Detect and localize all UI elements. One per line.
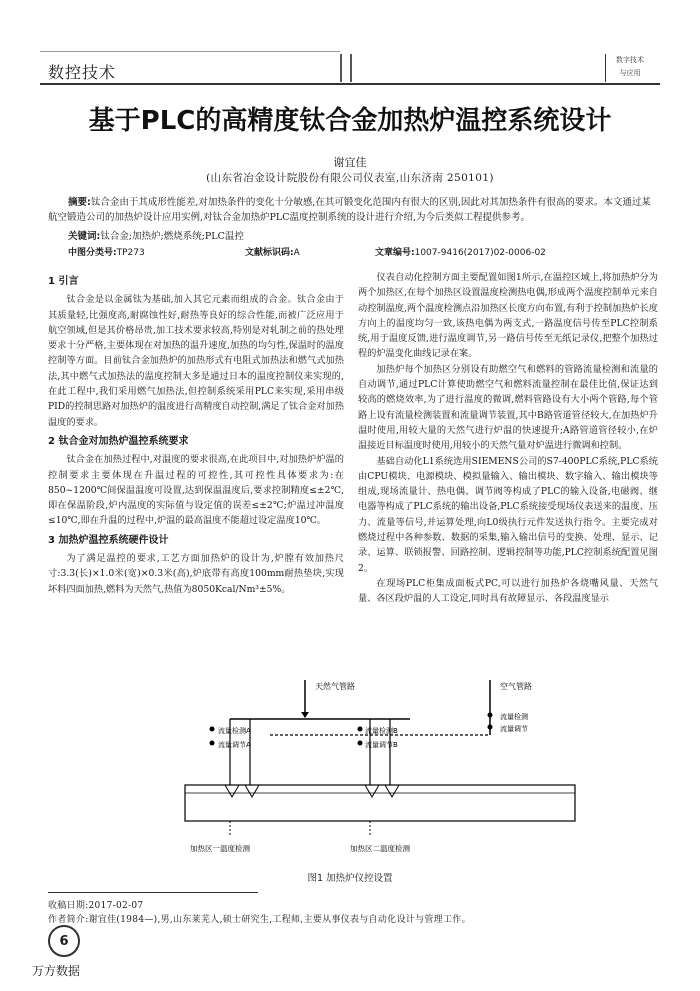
paragraph: 钛合金是以金属钛为基础,加入其它元素而组成的合金。钛合金由于其质量轻,比强度高,耐腐蚀性好,耐热等良好的综合性能,而被广泛应用于航空领域,但是其价格昂贵,加工技术要求较高,特别是对轧制之前的热处理要求十分严格,主要体现在对加热的温升速度,加热的均匀性,保温时的温度控制等方面。目前钛合金加热炉的加热形式有电阻式加热法和燃气式加热法,其中燃气式加热法的温度控制大多是通过日本的温度控制仪来实现的,在此工程中,我们采用燃气加热法,但控制系统采用PLC来实现,采用串级PID的控制思路对加热炉的温度进行高精度自动控制,满足了钛合金对加热温度的要求。 [48, 294, 344, 428]
air-detect-label: 流量检测 [500, 713, 528, 721]
valve-icon [210, 741, 215, 746]
abstract-label: 摘要: [68, 197, 91, 208]
burner-icon [225, 785, 239, 797]
keywords-text: 钛合金;加热炉;燃烧系统;PLC温控 [100, 231, 244, 242]
keywords-label: 关键词: [68, 231, 101, 242]
figure-1-diagram [170, 675, 590, 865]
received-date: 收稿日期:2017-02-07 [48, 901, 144, 911]
air-adjust-label: 流量调节 [500, 725, 528, 733]
abstract [48, 195, 660, 225]
arrow-icon [301, 712, 309, 718]
zone1-label: 加热区一温度检测 [190, 844, 250, 853]
doc-code [245, 245, 300, 258]
air-pipe-label: 空气管路 [500, 682, 532, 691]
watermark: 万方数据 [32, 964, 81, 978]
burner-icon [245, 785, 259, 797]
journal-logo [605, 54, 654, 82]
doc-code-value: A [293, 248, 300, 258]
article-number-label: 文章编号: [375, 248, 415, 258]
affiliation: (山东省冶金设计院股份有限公司仪表室,山东济南 250101) [206, 172, 494, 184]
furnace-body [185, 785, 575, 821]
logo-line2: 与应用 [619, 69, 641, 77]
flow-adjust-b-label: 流量调节B [365, 741, 398, 749]
footnote-rule [48, 892, 258, 893]
clc-number [68, 245, 145, 258]
paragraph: 加热炉每个加热区分别设有助燃空气和燃料的管路流量检测和流量的自动调节,通过PLC计算使助燃空气和燃料流量控制在最佳比值,保证达到较高的燃烧效率,为了进行温度的微调,燃料管路设有大小两个管路,每个管路上设有流量检测装置和流量调节装置,其中B路管道管径较大,在加热炉升温时使用,用较大量的天然气进行炉温的快速提升;A路管道管径较小,在炉温接近目标温度时使用,用较小的天然气量对炉温进行微调和控制。 [358, 363, 658, 452]
paragraph: 基础自动化L1系统选用SIEMENS公司的S7-400PLC系统,PLC系统由CPU模块、电源模块、模拟量输入、输出模块、数字输入、输出模块等组成,现场流量计、热电偶、调节阀等构成了PLC的输入设备,电磁阀、继电器等构成了PLC系统的输出设备,PLC系统接受现场仪表送来的温度、压力、流量等信号,并运算处理,向L0级执行元件发送执行指令。主要完成对燃烧过程中各种参数、数据的采集,输入输出信号的变换、处理、显示、记录、运算、联锁报警、回路控制、逻辑控制等功能,PLC控制系统配置见图2。 [358, 455, 658, 574]
burner-icon [365, 785, 379, 797]
flow-detect-b-label: 流量检测B [365, 727, 398, 735]
header-divider [350, 54, 352, 82]
article-number [375, 245, 546, 258]
zone2-label: 加热区二温度检测 [350, 844, 410, 853]
clc-label: 中图分类号: [68, 248, 117, 258]
gas-pipe-label: 天然气管路 [315, 682, 355, 691]
heading-requirements: 2 钛合金对加热炉温控系统要求 [48, 435, 189, 447]
flow-meter-icon [488, 713, 493, 718]
paragraph: 在现场PLC柜集成面板式PC,可以进行加热炉各烧嘴风量、天然气量、各区段炉温的人工设定,同时具有故障显示、各段温度显示 [358, 577, 658, 605]
paragraph: 钛合金在加热过程中,对温度的要求很高,在此项目中,对加热炉炉温的控制要求主要体现在升温过程的可控性,其可控性具体要求为:在850~1200℃间保温温度可设置,达到保温温度后,要求控制精度≤±2℃,即在保温阶段,炉内温度的实际值与设定值的误差≤±2℃;炉温过冲温度≤10℃,即在升温的过程中,炉温的最高温度不能超过设定温度10℃。 [48, 454, 344, 527]
page-number-badge: 6 [48, 925, 80, 957]
valve-icon [488, 725, 493, 730]
paragraph: 仪表自动化控制方面主要配置如图1所示,在温控区域上,将加热炉分为两个加热区,在每个加热区设置温度检测热电偶,形成两个温度控制单元来自动控制温度,两个温度检测点沿加热区长度方向布置,有利于控制加热炉长度方向上的温度均匀一致,该热电偶为两支式,一路温度信号传至PLC控制系统,用于温度反馈,进行温度调节,另一路信号传至无纸记录仪,把整个加热过程的炉温变化曲线记录在案。 [358, 272, 658, 360]
author: 谢宜佳 [333, 156, 367, 169]
article-number-value: 1007-9416(2017)02-0006-02 [414, 248, 546, 258]
clc-value: TP273 [116, 248, 145, 258]
paragraph: 为了满足温控的要求,工艺方面加热炉的设计为,炉膛有效加热尺寸:3.3(长)×1.0米(宽)×0.3米(高),炉底带有高度100mm耐热垫块,实现坏料四面加热,燃料为天然气,热值为8050Kcal/Nm³±5%。 [48, 553, 344, 595]
doc-code-label: 文献标识码: [245, 248, 294, 258]
paper-title: 基于PLC的高精度钛合金加热炉温控系统设计 [88, 106, 612, 136]
header-rule [40, 83, 660, 85]
right-column [358, 270, 658, 607]
abstract-text: 钛合金由于其成形性能差,对加热条件的变化十分敏感,在其可锻变化范围内有很大的区别,因此对其加热条件有很高的要求。本文通过某航空锻造公司的加热炉设计应用实例,对钛合金加热炉PLC温度控制系统的设计进行介绍,为今后类似工程提供参考。 [48, 197, 651, 223]
flow-meter-icon [210, 727, 215, 732]
figure-caption: 图1 加热炉仪控设置 [307, 873, 393, 884]
section-label: 数控技术 [48, 63, 117, 82]
burner-icon [385, 785, 399, 797]
keywords [68, 228, 244, 242]
flow-adjust-a-label: 流量调节A [218, 741, 251, 749]
header-divider [340, 54, 342, 82]
heading-hardware: 3 加热炉温控系统硬件设计 [48, 534, 169, 546]
heading-introduction: 1 引言 [48, 276, 79, 287]
flow-detect-a-label: 流量检测A [218, 727, 251, 735]
author-bio: 作者简介:谢宜佳(1984—),男,山东莱芜人,硕士研究生,工程师,主要从事仪表与自动化设计与管理工作。 [48, 915, 471, 925]
valve-icon [358, 741, 363, 746]
logo-line1: 数字技术 [616, 56, 644, 64]
header-top-rule [40, 51, 340, 52]
flow-meter-icon [358, 727, 363, 732]
left-column [48, 270, 344, 597]
